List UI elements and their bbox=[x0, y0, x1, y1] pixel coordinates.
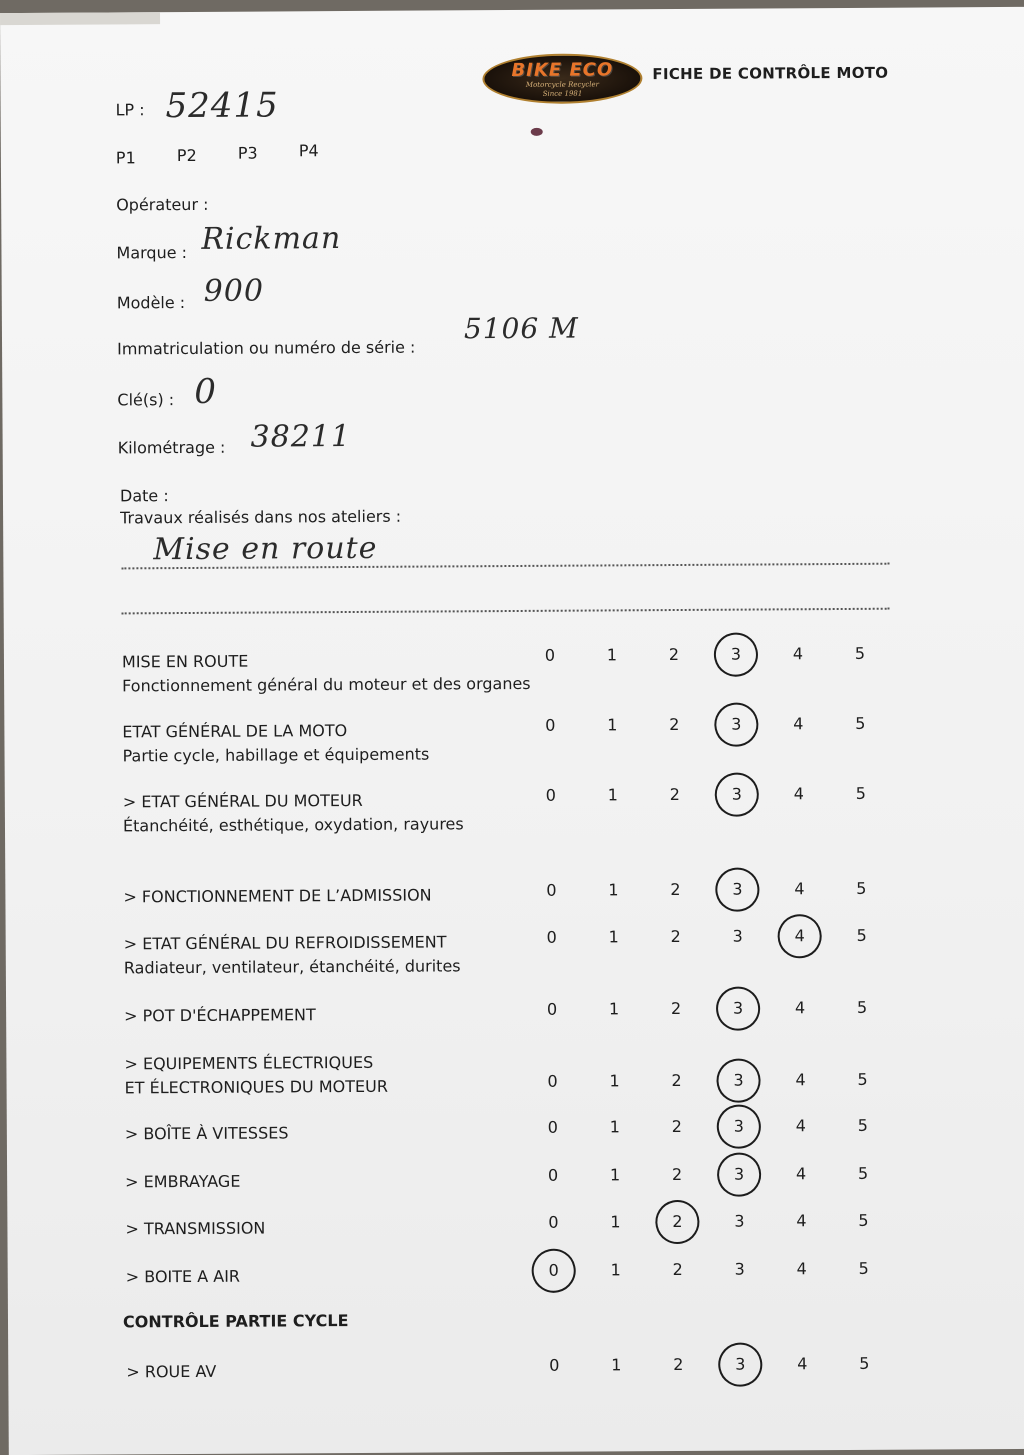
score-option-5[interactable]: 5 bbox=[857, 1163, 869, 1183]
score-option-5[interactable]: 5 bbox=[855, 783, 866, 803]
position-p3[interactable]: P3 bbox=[237, 143, 258, 163]
score-option-4[interactable]: 4 bbox=[794, 998, 806, 1018]
score-option-2[interactable]: 2 bbox=[670, 926, 681, 947]
score-option-4[interactable]: 4 bbox=[795, 1164, 807, 1184]
rating-row bbox=[124, 997, 884, 1051]
score-option-1[interactable]: 1 bbox=[606, 645, 618, 665]
form-title: FICHE DE CONTRÔLE MOTO bbox=[652, 63, 889, 84]
score-option-4[interactable]: 4 bbox=[796, 1259, 807, 1279]
score-option-4[interactable]: 4 bbox=[794, 926, 805, 946]
rating-row-title: > ETAT GÉNÉRAL DU REFROIDISSEMENT bbox=[123, 932, 447, 954]
rating-row bbox=[122, 713, 882, 767]
modele-value[interactable]: 900 bbox=[203, 273, 265, 309]
score-option-1[interactable]: 1 bbox=[611, 1355, 622, 1375]
score-option-3[interactable]: 3 bbox=[732, 998, 744, 1018]
selected-score-circle bbox=[710, 698, 762, 750]
score-option-5[interactable]: 5 bbox=[854, 643, 866, 663]
rating-row-title: > BOÎTE À VITESSES bbox=[124, 1123, 289, 1144]
lp-label: LP : bbox=[115, 100, 145, 120]
score-option-4[interactable]: 4 bbox=[797, 1354, 808, 1374]
score-option-0[interactable]: 0 bbox=[549, 1355, 560, 1375]
score-option-3[interactable]: 3 bbox=[733, 1164, 745, 1184]
score-option-5[interactable]: 5 bbox=[857, 1115, 868, 1135]
travaux-line-2 bbox=[122, 608, 890, 615]
score-option-0[interactable]: 0 bbox=[547, 1071, 558, 1091]
score-option-2[interactable]: 2 bbox=[673, 1354, 684, 1375]
score-option-1[interactable]: 1 bbox=[610, 1212, 621, 1232]
rating-row-title: ETAT GÉNÉRAL DE LA MOTO bbox=[122, 721, 348, 742]
rating-row-title: > FONCTIONNEMENT DE L’ADMISSION bbox=[123, 885, 432, 907]
score-option-2[interactable]: 2 bbox=[669, 714, 680, 735]
cles-value[interactable]: 0 bbox=[194, 371, 218, 412]
kilometrage-value[interactable]: 38211 bbox=[250, 418, 352, 455]
score-option-3[interactable]: 3 bbox=[733, 1116, 744, 1136]
immatriculation-value[interactable]: 5106 M bbox=[463, 311, 579, 346]
selected-score-circle bbox=[713, 1100, 765, 1152]
score-option-4[interactable]: 4 bbox=[795, 1070, 806, 1090]
score-option-1[interactable]: 1 bbox=[607, 715, 618, 735]
score-option-2[interactable]: 2 bbox=[668, 644, 680, 665]
logo-since: Since 1981 bbox=[542, 89, 583, 98]
score-option-0[interactable]: 0 bbox=[545, 785, 556, 805]
score-option-2[interactable]: 2 bbox=[669, 784, 680, 805]
score-option-3[interactable]: 3 bbox=[735, 1354, 746, 1374]
score-option-4[interactable]: 4 bbox=[793, 784, 804, 804]
score-option-0[interactable]: 0 bbox=[546, 927, 557, 947]
score-option-1[interactable]: 1 bbox=[608, 880, 619, 900]
rating-row bbox=[124, 1050, 884, 1099]
score-option-3[interactable]: 3 bbox=[732, 926, 743, 946]
score-option-5[interactable]: 5 bbox=[856, 925, 867, 945]
operateur-label: Opérateur : bbox=[116, 194, 209, 215]
cles-label: Clé(s) : bbox=[117, 390, 175, 410]
rating-row bbox=[125, 1210, 885, 1264]
marque-value[interactable]: Rickman bbox=[201, 221, 342, 257]
paper-corner bbox=[0, 12, 160, 25]
rating-row-subtitle: Radiateur, ventilateur, étanchéité, durites bbox=[123, 956, 461, 978]
control-sheet bbox=[0, 7, 1024, 1455]
score-option-3[interactable]: 3 bbox=[730, 644, 742, 664]
rating-row bbox=[124, 1115, 885, 1169]
score-option-0[interactable]: 0 bbox=[548, 1260, 559, 1280]
travaux-label: Travaux réalisés dans nos ateliers : bbox=[120, 506, 402, 528]
rating-row bbox=[121, 643, 882, 697]
score-option-5[interactable]: 5 bbox=[858, 1210, 869, 1230]
score-option-4[interactable]: 4 bbox=[795, 1116, 806, 1136]
score-option-0[interactable]: 0 bbox=[547, 1117, 558, 1137]
score-option-4[interactable]: 4 bbox=[793, 714, 804, 734]
score-option-1[interactable]: 1 bbox=[609, 1117, 620, 1137]
section-partie-cycle-heading: CONTRÔLE PARTIE CYCLE bbox=[122, 1311, 349, 1332]
rating-row-title: > EMBRAYAGE bbox=[125, 1171, 241, 1192]
score-option-2[interactable]: 2 bbox=[671, 1070, 682, 1091]
score-option-5[interactable]: 5 bbox=[857, 1069, 868, 1089]
position-p4[interactable]: P4 bbox=[298, 141, 319, 161]
rating-row-title: MISE EN ROUTE bbox=[121, 651, 249, 672]
score-option-4[interactable]: 4 bbox=[796, 1211, 807, 1231]
score-option-0[interactable]: 0 bbox=[546, 880, 557, 900]
position-p1[interactable]: P1 bbox=[115, 148, 136, 168]
modele-label: Modèle : bbox=[116, 293, 186, 313]
selected-score-circle bbox=[712, 1054, 764, 1106]
logo-tagline: Motorcycle Recycler bbox=[525, 80, 600, 89]
rating-row bbox=[123, 878, 883, 932]
score-option-0[interactable]: 0 bbox=[545, 715, 556, 735]
score-option-3[interactable]: 3 bbox=[732, 879, 743, 899]
marque-label: Marque : bbox=[116, 242, 188, 263]
score-option-3[interactable]: 3 bbox=[731, 784, 742, 804]
rating-row-title: > BOITE A AIR bbox=[125, 1266, 241, 1287]
lp-value[interactable]: 52415 bbox=[165, 85, 279, 127]
score-option-2[interactable]: 2 bbox=[671, 1116, 682, 1137]
rating-row-title: > ETAT GÉNÉRAL DU MOTEUR bbox=[122, 790, 363, 812]
rating-row bbox=[125, 1163, 885, 1217]
rating-row-subtitle: Fonctionnement général du moteur et des organes bbox=[122, 673, 531, 696]
rating-row-title: > EQUIPEMENTS ÉLECTRIQUES bbox=[124, 1052, 374, 1074]
rating-row bbox=[125, 1258, 886, 1312]
position-p2[interactable]: P2 bbox=[176, 145, 197, 166]
rating-row-subtitle: Partie cycle, habillage et équipements bbox=[122, 744, 430, 766]
date-label: Date : bbox=[119, 486, 169, 506]
bike-eco-logo bbox=[482, 53, 642, 104]
travaux-value[interactable]: Mise en route bbox=[153, 530, 378, 568]
score-option-3[interactable]: 3 bbox=[733, 1070, 744, 1090]
rating-row bbox=[123, 925, 884, 979]
score-option-3[interactable]: 3 bbox=[731, 714, 742, 734]
rating-row-title: > POT D'ÉCHAPPEMENT bbox=[124, 1005, 316, 1026]
rating-row bbox=[122, 783, 883, 837]
score-option-1[interactable]: 1 bbox=[607, 785, 618, 805]
selected-score-circle bbox=[710, 628, 762, 680]
score-option-3[interactable]: 3 bbox=[734, 1259, 745, 1279]
score-option-0[interactable]: 0 bbox=[548, 1212, 559, 1232]
score-option-2[interactable]: 2 bbox=[671, 1164, 683, 1185]
score-option-2[interactable]: 2 bbox=[672, 1211, 683, 1232]
score-option-5[interactable]: 5 bbox=[859, 1353, 870, 1373]
rating-row-subtitle: Étanchéité, esthétique, oxydation, rayures bbox=[122, 814, 464, 836]
selected-score-circle bbox=[714, 1338, 766, 1390]
score-option-4[interactable]: 4 bbox=[792, 644, 804, 664]
score-option-5[interactable]: 5 bbox=[858, 1258, 869, 1278]
score-option-1[interactable]: 1 bbox=[608, 927, 619, 947]
rating-row-title: > ROUE AV bbox=[126, 1361, 217, 1382]
score-option-0[interactable]: 0 bbox=[547, 1165, 559, 1185]
score-option-4[interactable]: 4 bbox=[794, 879, 805, 899]
ink-smudge bbox=[531, 128, 543, 136]
rating-row-subtitle: ET ÉLECTRONIQUES DU MOTEUR bbox=[124, 1076, 388, 1098]
score-option-3[interactable]: 3 bbox=[734, 1211, 745, 1231]
selected-score-circle bbox=[712, 982, 764, 1034]
immatriculation-label: Immatriculation ou numéro de série : bbox=[117, 337, 416, 359]
score-option-1[interactable]: 1 bbox=[608, 999, 620, 1019]
selected-score-circle bbox=[711, 863, 763, 915]
score-option-2[interactable]: 2 bbox=[672, 1259, 683, 1280]
selected-score-circle bbox=[711, 768, 763, 820]
score-option-1[interactable]: 1 bbox=[609, 1165, 621, 1185]
score-option-1[interactable]: 1 bbox=[610, 1260, 621, 1280]
score-option-5[interactable]: 5 bbox=[855, 713, 866, 733]
score-option-0[interactable]: 0 bbox=[544, 645, 556, 665]
score-option-0[interactable]: 0 bbox=[546, 999, 558, 1019]
kilometrage-label: Kilométrage : bbox=[117, 437, 226, 458]
rating-row-title: > TRANSMISSION bbox=[125, 1218, 266, 1239]
rating-row bbox=[126, 1353, 886, 1407]
score-option-5[interactable]: 5 bbox=[856, 997, 868, 1017]
score-option-1[interactable]: 1 bbox=[609, 1071, 620, 1091]
logo-brand: BIKE ECO bbox=[511, 59, 614, 82]
score-option-5[interactable]: 5 bbox=[856, 878, 867, 898]
score-option-2[interactable]: 2 bbox=[670, 879, 681, 900]
score-option-2[interactable]: 2 bbox=[670, 998, 682, 1019]
